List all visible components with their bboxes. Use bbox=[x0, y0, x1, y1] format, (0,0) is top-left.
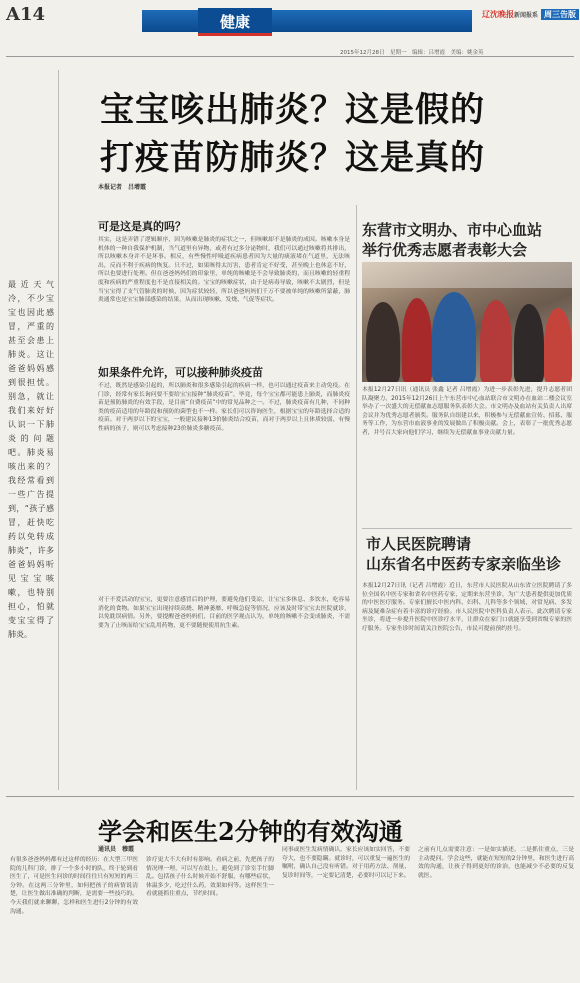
section-title: 健康 bbox=[198, 8, 272, 36]
right2-body: 本报12月27日讯（记者 吕增霞）近日，东营市人民医院从山东省立医院聘请了多位全国名中医专家和省名中医药专家，定期来东营坐诊，为广大患者提供更加优质的中医医疗服务。专家们擅长中医内科、妇科、儿科等多个领域，对常见病、多发病及疑难杂症有着丰富的诊疗经验。市人民医院中医科负责人表示，此次聘请专家坐诊，将进一步提升医院中医诊疗水平，让群众在家门口就能享受到省级专家的医疗服务。专家坐诊时间请关注医院公告，市民可提前预约挂号。 bbox=[362, 583, 572, 632]
dateline: 2015年12月28日 星期一 编辑：吕增霞 美编：姚金英 bbox=[340, 50, 484, 56]
main-para-3: 对于不爱活动的宝宝，更要注意感冒后的护理，要避免他们受凉，让宝宝多休息、多饮水，吃容易消化的食物。如果宝宝出现持续高烧、精神萎靡、呼吸急促等情况，应该及时带宝宝去医院就诊，以免耽误病情。另外，要提醒爸爸妈妈们，目前的医学观点认为，单纯的咳嗽不会变成肺炎，不需要为了止咳而给宝宝乱用药物，更不要随便使用抗生素。 bbox=[98, 597, 350, 629]
header-rule bbox=[6, 56, 574, 57]
right1-body: 本报12月27日讯（通讯员 张鑫 记者 吕增霞）为进一步表彰先进，提升志愿者团队凝聚力，2015年12月26日上午东营市中心血站联合市文明办在血站二楼会议室举办了一次盛大的无偿献血志愿服务队表彰大会。市文明办及血站有关负责人出席会议并为优秀志愿者颁奖。服务队自组建以来，积极参与无偿献血宣传、招募、服务等工作，为东营市血液事业的发展做出了积极贡献。会上，表彰了一批优秀志愿者，并号召大家向他们学习，继续为无偿献血事业贡献力量。 bbox=[362, 387, 572, 436]
event-photo bbox=[362, 262, 572, 382]
subhead-1: 可是这是真的吗？ bbox=[98, 220, 186, 233]
bottom-rule bbox=[6, 796, 574, 797]
headline-line1: 宝宝咳出肺炎？这是假的 bbox=[100, 90, 485, 130]
masthead-sub: 新闻报系 bbox=[514, 12, 539, 19]
bottom-col-2: 诊疗更大不大有时有影响。看病之前，先把孩子的情况理一理，可以写在纸上，避免到了诊室手忙脚乱。包括孩子什么时候开始不舒服，有哪些症状，体温多少，吃过什么药，效果如何等。这样医生一看就能抓住重点，节约时间。 bbox=[146, 857, 274, 898]
masthead bbox=[482, 9, 579, 29]
main-para-2: 不过，既然是感染引起的，所以肺炎和很多感染引起的疾病一样，也可以通过疫苗来主动免疫。在门诊，经常有家长询问要不要给宝宝接种“肺炎疫苗”，毕竟，每个宝宝都可能患上肺炎，而肺炎疫苗是预防肺炎的有效手段，是目前“自费疫苗”中的常见品种之一。不过，肺炎疫苗有几种，不同种类的疫苗适用的年龄段和预防的菌型也不一样。家长们可以咨询医生，根据宝宝的年龄选择合适的疫苗。对于两岁以下的宝宝，一般建议接种13价肺炎结合疫苗，而对于两岁以上且体质较弱、有慢性病的孩子，则可以考虑接种23价肺炎多糖疫苗。 bbox=[98, 383, 350, 432]
column-divider bbox=[58, 70, 59, 790]
page-number: A14 bbox=[6, 4, 46, 25]
bottom-col-3: 同事或医生发病情确认，家长应该如实回答，不要夸大，也不要隐瞒。就诊时，可以重复一遍医生的嘱咐，确认自己没有听错。对于用药方法、剂量、复诊时间等，一定要记清楚，必要时可以记下来。 bbox=[282, 847, 410, 879]
right2-headline-line1: 市人民医院聘请 bbox=[366, 535, 472, 553]
right-divider bbox=[362, 528, 572, 529]
masthead-title: 辽沈晚报 bbox=[482, 10, 514, 19]
bottom-col-4: 之前有几点需要注意：一是如实描述，二是抓住重点，三是主动提问。学会这些，就能在短短的2分钟里，和医生进行高效的沟通，让孩子得到更好的诊治，也能减少不必要的反复就医。 bbox=[418, 847, 574, 879]
header-bar bbox=[142, 10, 472, 32]
column-divider-right bbox=[356, 205, 357, 790]
right1-headline-line1: 东营市文明办、市中心血站 bbox=[362, 221, 543, 239]
main-para-1: 其实，这是弄错了逻辑顺序，因为咳嗽是肺炎的症状之一，但咳嗽却不是肺炎的成因。咳嗽本身是机体的一种自我保护机制，当气道里有异物，或者有过多分泌物时，我们可以通过咳嗽将其排出，所以咳嗽本身并不是坏事。相反，有些慢性呼吸道疾病患者因为大量的痰液堵在气道里，无法咳出，反而不利于疾病的恢复。只不过，如果咳得太厉害，患者肯定不好受，甚至晚上也休息不好，所以也要进行处理。但在爸爸妈妈们的印象里，单纯的咳嗽是不会导致肺炎的，而且咳嗽的轻重程度和疾病的严重程度也不是直接相关的。宝宝的咳嗽症状，由于是病毒导致，咳嗽不太剧烈，但是当宝宝得了支气管肺炎的时候，因为症状较轻，所以爸爸妈妈们千万不要被单纯的咳嗽所蒙蔽，肺炎通常也是宝宝肺部感染的结果，从而出现咳嗽、发烧、气促等症状。 bbox=[98, 237, 350, 304]
right1-headline-line2: 举行优秀志愿者表彰大会 bbox=[362, 241, 528, 259]
left-column-text: 最近天气冷，不少宝宝也因此感冒，严重的甚至会患上肺炎。这让爸爸妈妈感到很担忧。别急，就让我们来好好认识一下肺炎的问题吧。肺炎易咳出来的？我经常看到一些广告提到，“孩子感冒，赶快吃药以免转成肺炎”，许多爸爸妈妈听见宝宝咳嗽，也特别担心，怕就变宝宝得了肺炎。 bbox=[8, 280, 54, 639]
right2-headline-line2: 山东省名中医药专家亲临坐诊 bbox=[366, 555, 562, 573]
bottom-headline: 学会和医生2分钟的有效沟通 bbox=[98, 817, 403, 846]
main-byline: 本报记者 吕增霞 bbox=[98, 184, 147, 191]
subhead-2: 如果条件允许，可以接种肺炎疫苗 bbox=[98, 366, 263, 379]
masthead-tag: 周三告版 bbox=[541, 9, 579, 20]
bottom-byline: 通讯员 穆霞 bbox=[98, 846, 135, 853]
bottom-col-1: 有很多爸爸妈妈都有过这样的经历：在大型三甲医院的儿科门诊，排了一个多小时的队，终于轮到看医生了，可是医生问诊的时间往往只有短短的两三分钟。在这两三分钟里，如何把孩子的病情说清楚，让医生做出准确的判断，是需要一些技巧的。今天我们就来聊聊，怎样和医生进行2分钟的有效沟通。 bbox=[10, 857, 138, 915]
headline-line2: 打疫苗防肺炎？这是真的 bbox=[100, 138, 485, 178]
